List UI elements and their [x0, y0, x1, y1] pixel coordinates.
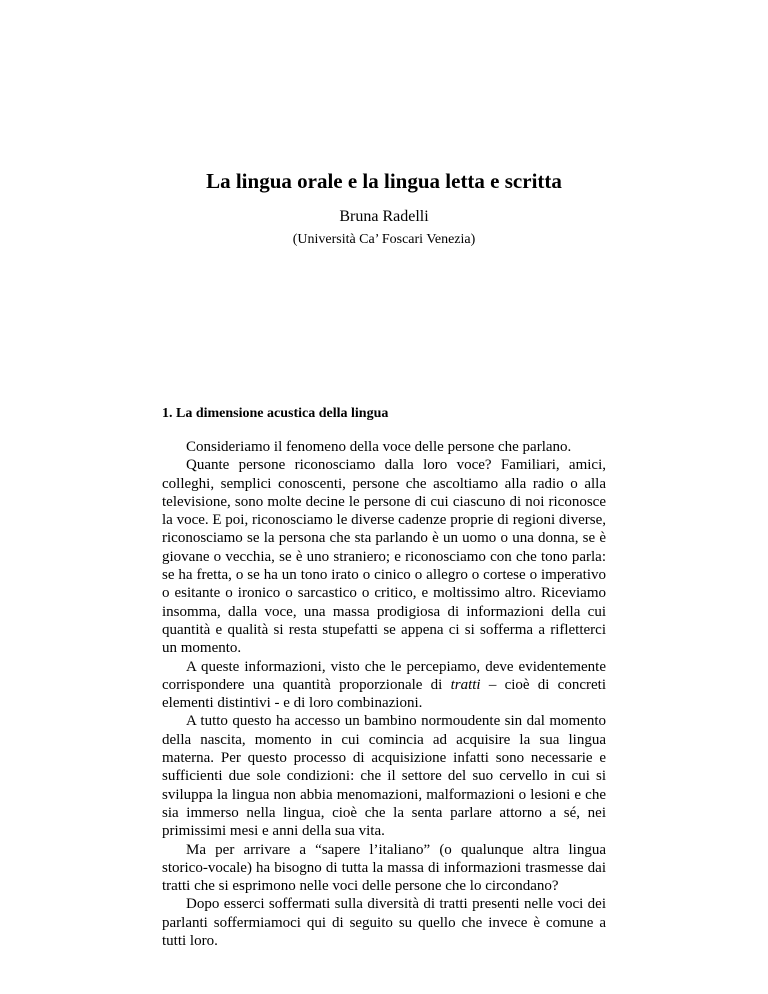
- author-name: Bruna Radelli: [339, 208, 429, 225]
- paragraph: A tutto questo ha accesso un bambino normoudente sin dal momento della nascita, momento in cui comincia ad acquisire la sua lingua materna. Per questo processo di acquisizione infatti sono necessarie e sufficienti due sole condizioni: che il settore del suo cervello in cui si sviluppa la lingua non abbia menomazioni, malformazioni o lesioni e che sia immerso nella lingua, cioè che la senta parlare attorno a sé, nei primissimi mesi e anni della sua vita.: [162, 713, 606, 840]
- emphasized-term: tratti: [450, 676, 481, 693]
- section-body: [162, 438, 606, 950]
- paper-title: La lingua orale e la lingua letta e scritta: [206, 169, 562, 193]
- author-affiliation: (Università Ca’ Foscari Venezia): [292, 232, 476, 247]
- section-heading: 1. La dimensione acustica della lingua: [162, 406, 389, 421]
- paragraph: Consideriamo il fenomeno della voce delle persone che parlano.: [186, 439, 572, 455]
- paragraph: Dopo esserci soffermati sulla diversità di tratti presenti nelle voci dei parlanti soffermiamoci qui di seguito su quello che invece è comune a tutti loro.: [162, 896, 606, 950]
- paragraph: Quante persone riconosciamo dalla loro voce? Familiari, amici, colleghi, semplici conoscenti, persone che ascoltiamo alla radio o alla televisione, sono molte decine le persone di cui ciascuno di noi riconosce la voce. E poi, riconosciamo le diverse cadenze proprie di regioni diverse, riconosciamo se la persona che sta parlando è un uomo o una donna, se è giovane o vecchia, se è uno straniero; e riconosciamo con che tono parla: se ha fretta, o se ha un tono irato o cinico o allegro o cortese o imperativo o esitante o ironico o sarcastico o critico, e moltissimo altro. Riceviamo insomma, dalla voce, una massa prodigiosa di informazioni della cui quantità e qualità si resta stupefatti se appena ci si sofferma a rifletterci un momento.: [162, 457, 606, 657]
- paragraph-text: – cioè di concreti elementi distintivi - e di loro combinazioni.: [162, 676, 606, 712]
- paragraph: [162, 658, 606, 713]
- paragraph: Ma per arrivare a “sapere l’italiano” (o qualunque altra lingua storico-vocale) ha bisogno di tutta la massa di informazioni trasmesse dai tratti che si esprimono nelle voci delle persone che lo circondano?: [162, 841, 606, 895]
- paragraph-text: A queste informazioni, visto che le percepiamo, deve evidentemente corrispondere una quantità proporzionale di: [162, 658, 606, 693]
